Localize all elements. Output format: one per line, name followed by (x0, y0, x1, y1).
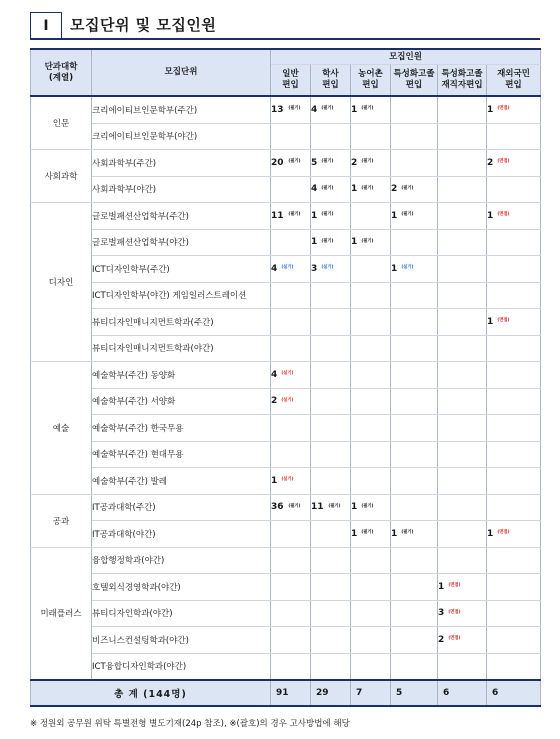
quota-cell (438, 335, 487, 362)
unit-name: IT공과대학(야간) (92, 521, 271, 548)
quota-cell (311, 256, 351, 283)
quota-cell (438, 309, 487, 336)
quota-cell (351, 176, 391, 203)
quota-cell (351, 335, 391, 362)
quota-count: 1 (311, 237, 318, 248)
quota-cell (438, 123, 487, 150)
header-col-rural: 농어촌 편입 (351, 65, 391, 97)
quota-cell (351, 96, 391, 123)
quota-cell (487, 176, 541, 203)
table-row (31, 441, 541, 468)
table-row (31, 309, 541, 336)
quota-cell (351, 150, 391, 177)
quota-cell (271, 335, 311, 362)
quota-cell (438, 388, 487, 415)
quota-cell (438, 229, 487, 256)
quota-cell (311, 335, 351, 362)
table-row (31, 176, 541, 203)
quota-count: 36 (271, 502, 284, 513)
unit-name: 글로벌패션산업학부(야간) (92, 229, 271, 256)
quota-cell (391, 547, 438, 574)
exam-method-tag: (면접) (448, 583, 461, 589)
quota-cell (391, 229, 438, 256)
table-row (31, 256, 541, 283)
quota-cell (351, 388, 391, 415)
table-row (31, 96, 541, 123)
quota-cell (438, 627, 487, 654)
quota-cell (391, 653, 438, 680)
exam-method-tag: (필기) (321, 238, 334, 244)
quota-cell (438, 96, 487, 123)
quota-cell (271, 388, 311, 415)
quota-count: 1 (487, 210, 494, 221)
quota-cell (487, 229, 541, 256)
quota-cell (391, 494, 438, 521)
exam-method-tag: (면접) (497, 212, 510, 218)
quota-cell (351, 600, 391, 627)
college-name: 사회과학 (31, 150, 92, 203)
quota-count: 3 (438, 608, 445, 619)
exam-method-tag: (필기) (321, 159, 334, 165)
quota-cell (438, 574, 487, 601)
quota-cell (487, 600, 541, 627)
quota-cell (271, 203, 311, 230)
unit-name: 크리에이티브인문학부(주간) (92, 96, 271, 123)
quota-cell (311, 362, 351, 389)
quota-cell (271, 362, 311, 389)
quota-count: 2 (487, 157, 494, 168)
exam-method-tag: (면접) (448, 636, 461, 642)
exam-method-tag: (면접) (497, 159, 510, 165)
exam-method-tag: (필기) (287, 212, 301, 218)
quota-cell (351, 123, 391, 150)
quota-cell (438, 150, 487, 177)
quota-cell (487, 415, 541, 442)
unit-name: IT공과대학(주간) (92, 494, 271, 521)
quota-cell (487, 547, 541, 574)
table-row (31, 282, 541, 309)
table-row (31, 627, 541, 654)
quota-count: 1 (351, 104, 358, 115)
header-col-vocational: 특성화고졸 편입 (391, 65, 438, 97)
unit-name: ICT디자인학부(주간) (92, 256, 271, 283)
exam-method-tag: (필기) (321, 106, 334, 112)
unit-name: 예술학부(주간) 서양화 (92, 388, 271, 415)
quota-cell (311, 229, 351, 256)
quota-cell (311, 123, 351, 150)
unit-name: 사회과학부(주간) (92, 150, 271, 177)
table-row (31, 362, 541, 389)
total-value: 6 (487, 680, 541, 706)
quota-cell (351, 653, 391, 680)
quota-count: 20 (271, 157, 284, 168)
quota-cell (311, 441, 351, 468)
quota-cell (351, 282, 391, 309)
exam-method-tag: (실기) (401, 265, 414, 271)
table-row (31, 150, 541, 177)
unit-name: 뷰티디자인매니지먼트학과(주간) (92, 309, 271, 336)
table-row (31, 388, 541, 415)
unit-name: 글로벌패션산업학부(주간) (92, 203, 271, 230)
unit-name: 예술학부(주간) 발레 (92, 468, 271, 495)
exam-method-tag: (필기) (401, 530, 414, 536)
quota-cell (391, 176, 438, 203)
exam-method-tag: (면접) (497, 318, 510, 324)
quota-cell (438, 547, 487, 574)
quota-count: 5 (311, 157, 318, 168)
quota-cell (391, 203, 438, 230)
total-label: 총 계 (144명) (31, 680, 271, 706)
quota-count: 1 (351, 184, 358, 195)
quota-count: 3 (311, 263, 318, 274)
unit-name: 사회과학부(야간) (92, 176, 271, 203)
exam-method-tag: (실기) (281, 265, 294, 271)
quota-cell (391, 574, 438, 601)
quota-cell (311, 150, 351, 177)
quota-cell (351, 468, 391, 495)
college-name: 예술 (31, 362, 92, 495)
quota-cell (391, 96, 438, 123)
quota-count: 1 (487, 104, 494, 115)
quota-cell (487, 203, 541, 230)
quota-cell (311, 415, 351, 442)
quota-cell (487, 96, 541, 123)
quota-cell (438, 362, 487, 389)
quota-cell (351, 256, 391, 283)
quota-cell (391, 388, 438, 415)
header-col-general: 일반 편입 (271, 65, 311, 97)
quota-cell (351, 309, 391, 336)
quota-cell (271, 574, 311, 601)
quota-count: 1 (391, 263, 398, 274)
quota-cell (391, 282, 438, 309)
unit-name: ICT디자인학부(야간) 게임일러스트레이션 (92, 282, 271, 309)
table-row (31, 415, 541, 442)
quota-count: 1 (487, 316, 494, 327)
quota-count: 1 (351, 528, 358, 539)
exam-method-tag: (실기) (321, 265, 334, 271)
quota-cell (438, 203, 487, 230)
quota-cell (311, 521, 351, 548)
quota-cell (271, 229, 311, 256)
quota-count: 1 (311, 210, 318, 221)
total-value: 7 (351, 680, 391, 706)
quota-cell (487, 521, 541, 548)
quota-cell (391, 415, 438, 442)
quota-cell (391, 441, 438, 468)
unit-name: 예술학부(주간) 현대무용 (92, 441, 271, 468)
exam-method-tag: (면접) (448, 609, 461, 615)
quota-count: 1 (487, 528, 494, 539)
quota-count: 4 (271, 263, 278, 274)
quota-cell (487, 123, 541, 150)
quota-cell (391, 521, 438, 548)
exam-method-tag: (필기) (361, 159, 374, 165)
table-row (31, 547, 541, 574)
exam-method-tag: (필기) (361, 106, 374, 112)
exam-method-tag: (필기) (361, 185, 374, 191)
total-value: 6 (438, 680, 487, 706)
college-name: 미래플러스 (31, 547, 92, 680)
quota-cell (351, 415, 391, 442)
header-recruit-count: 모집인원 (271, 49, 541, 65)
unit-name: ICT융합디자인학과(야간) (92, 653, 271, 680)
quota-cell (351, 229, 391, 256)
exam-method-tag: (필기) (287, 503, 301, 509)
quota-count: 1 (391, 210, 398, 221)
quota-cell (311, 627, 351, 654)
unit-name: 호텔외식경영학과(야간) (92, 574, 271, 601)
quota-count: 2 (438, 634, 445, 645)
unit-name: 크리에이티브인문학부(야간) (92, 123, 271, 150)
exam-method-tag: (면접) (497, 530, 510, 536)
quota-cell (438, 468, 487, 495)
quota-cell (351, 574, 391, 601)
quota-cell (351, 627, 391, 654)
quota-count: 2 (271, 396, 278, 407)
quota-cell (487, 574, 541, 601)
exam-method-tag: (실기) (281, 477, 294, 483)
quota-cell (311, 176, 351, 203)
exam-method-tag: (필기) (361, 503, 374, 509)
total-value: 91 (271, 680, 311, 706)
unit-name: 융합행정학과(야간) (92, 547, 271, 574)
quota-cell (271, 176, 311, 203)
exam-method-tag: (필기) (321, 185, 334, 191)
quota-cell (391, 150, 438, 177)
header-col-bachelor: 학사 편입 (311, 65, 351, 97)
quota-cell (487, 309, 541, 336)
table-row (31, 123, 541, 150)
quota-cell (438, 494, 487, 521)
exam-method-tag: (필기) (287, 106, 301, 112)
quota-cell (351, 547, 391, 574)
quota-cell (271, 150, 311, 177)
quota-cell (271, 521, 311, 548)
quota-cell (271, 309, 311, 336)
quota-cell (391, 362, 438, 389)
exam-method-tag: (필기) (361, 238, 374, 244)
quota-cell (271, 123, 311, 150)
quota-count: 13 (271, 104, 284, 115)
quota-cell (271, 468, 311, 495)
quota-count: 11 (311, 502, 324, 513)
table-row (31, 203, 541, 230)
college-name: 인문 (31, 96, 92, 150)
exam-method-tag: (필기) (321, 212, 334, 218)
quota-cell (351, 362, 391, 389)
table-row (31, 335, 541, 362)
quota-cell (487, 468, 541, 495)
quota-cell (487, 627, 541, 654)
exam-method-tag: (면접) (497, 106, 510, 112)
exam-method-tag: (실기) (281, 371, 294, 377)
quota-cell (438, 600, 487, 627)
quota-cell (391, 335, 438, 362)
quota-cell (271, 494, 311, 521)
quota-cell (271, 96, 311, 123)
quota-count: 2 (391, 184, 398, 195)
quota-cell (487, 441, 541, 468)
exam-method-tag: (필기) (327, 503, 341, 509)
quota-cell (271, 282, 311, 309)
unit-name: 예술학부(주간) 한국무용 (92, 415, 271, 442)
quota-cell (311, 653, 351, 680)
quota-cell (391, 627, 438, 654)
header-college: 단과대학 (계열) (31, 49, 92, 96)
quota-cell (311, 282, 351, 309)
table-row (31, 229, 541, 256)
footnote: ※ 정원외 공무원 위탁 특별전형 별도기재(24p 참조), ※(괄호)의 경우 고사방법에 해당 (30, 719, 350, 729)
quota-cell (391, 123, 438, 150)
exam-method-tag: (필기) (401, 212, 414, 218)
unit-name: 뷰티디자인학과(야간) (92, 600, 271, 627)
quota-cell (311, 494, 351, 521)
quota-cell (487, 335, 541, 362)
table-body (31, 96, 541, 706)
quota-cell (391, 256, 438, 283)
quota-cell (271, 547, 311, 574)
quota-cell (487, 282, 541, 309)
quota-count: 4 (311, 184, 318, 195)
quota-cell (391, 309, 438, 336)
quota-cell (271, 600, 311, 627)
header-col-overseas: 재외국민 편입 (487, 65, 541, 97)
quota-cell (311, 468, 351, 495)
section-title: 모집단위 및 모집인원 (70, 16, 217, 34)
table-row (31, 600, 541, 627)
quota-cell (311, 388, 351, 415)
quota-cell (271, 627, 311, 654)
section-number: Ⅰ (30, 12, 62, 38)
total-value: 5 (391, 680, 438, 706)
header-col-vocational-employed: 특성화고졸 재직자편입 (438, 65, 487, 97)
quota-cell (311, 574, 351, 601)
table-row (31, 468, 541, 495)
quota-cell (487, 362, 541, 389)
total-row (31, 680, 541, 706)
college-name: 공과 (31, 494, 92, 547)
quota-count: 1 (391, 528, 398, 539)
recruitment-table (30, 48, 541, 707)
quota-cell (438, 176, 487, 203)
quota-cell (487, 150, 541, 177)
quota-cell (438, 256, 487, 283)
quota-count: 4 (271, 369, 278, 380)
quota-count: 2 (351, 157, 358, 168)
quota-count: 4 (311, 104, 318, 115)
quota-cell (271, 441, 311, 468)
quota-cell (487, 494, 541, 521)
table-row (31, 574, 541, 601)
exam-method-tag: (필기) (401, 185, 414, 191)
exam-method-tag: (필기) (287, 159, 301, 165)
quota-cell (487, 653, 541, 680)
quota-count: 1 (351, 237, 358, 248)
table-row (31, 521, 541, 548)
exam-method-tag: (필기) (361, 530, 374, 536)
quota-cell (311, 600, 351, 627)
quota-cell (311, 96, 351, 123)
quota-cell (487, 388, 541, 415)
quota-cell (438, 415, 487, 442)
quota-count: 1 (438, 581, 445, 592)
quota-cell (438, 653, 487, 680)
unit-name: 예술학부(주간) 동양화 (92, 362, 271, 389)
quota-cell (271, 653, 311, 680)
quota-cell (271, 256, 311, 283)
quota-cell (351, 521, 391, 548)
quota-cell (351, 441, 391, 468)
college-name: 디자인 (31, 203, 92, 362)
section-header (30, 12, 540, 40)
quota-cell (311, 547, 351, 574)
quota-cell (311, 309, 351, 336)
exam-method-tag: (실기) (281, 397, 294, 403)
quota-cell (438, 521, 487, 548)
quota-cell (391, 468, 438, 495)
quota-cell (351, 494, 391, 521)
quota-count: 1 (351, 502, 358, 513)
header-unit: 모집단위 (92, 49, 271, 96)
unit-name: 뷰티디자인매니지먼트학과(야간) (92, 335, 271, 362)
quota-cell (438, 282, 487, 309)
quota-cell (351, 203, 391, 230)
unit-name: 비즈니스컨설팅학과(야간) (92, 627, 271, 654)
quota-count: 1 (271, 475, 278, 486)
quota-cell (438, 441, 487, 468)
table-row (31, 494, 541, 521)
total-value: 29 (311, 680, 351, 706)
quota-cell (487, 256, 541, 283)
quota-count: 11 (271, 210, 284, 221)
quota-cell (391, 600, 438, 627)
table-row (31, 653, 541, 680)
quota-cell (311, 203, 351, 230)
quota-cell (271, 415, 311, 442)
